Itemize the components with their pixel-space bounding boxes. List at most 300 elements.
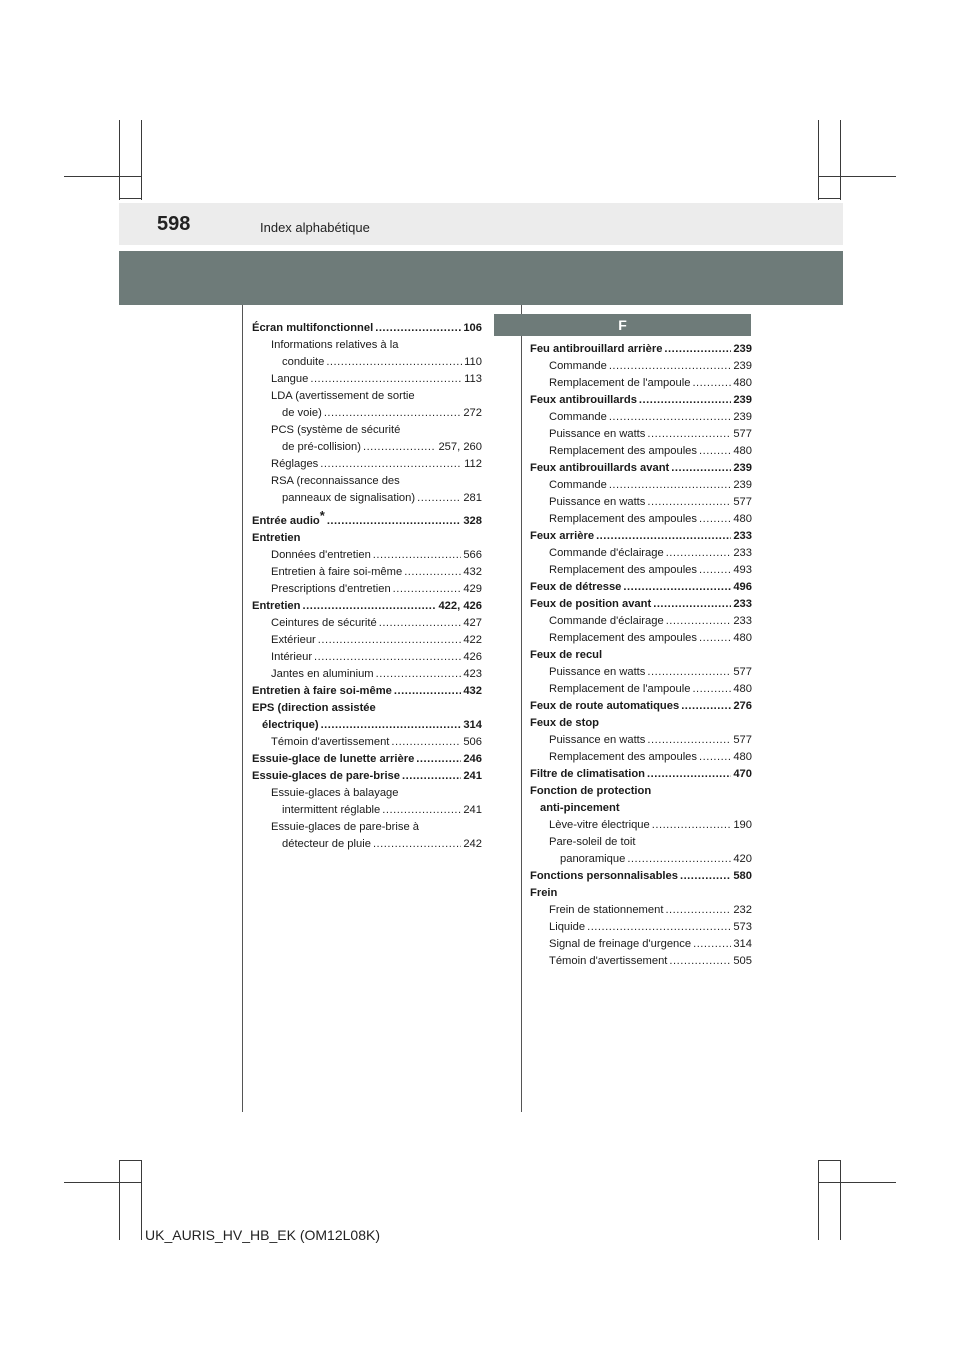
entry-text <box>271 547 371 564</box>
index-subentry <box>252 405 482 422</box>
dot-leader <box>627 851 731 868</box>
index-subentry <box>252 439 482 456</box>
page-reference: 241 <box>463 770 482 782</box>
index-subentry <box>530 851 752 868</box>
entry-text <box>530 766 645 783</box>
entry-text <box>549 375 690 392</box>
index-subheading: RSA (reconnaissance des <box>271 475 400 487</box>
index-entry <box>252 751 482 768</box>
page-reference: 239 <box>733 479 752 491</box>
dot-leader <box>375 320 461 337</box>
page-reference: 420 <box>733 853 752 865</box>
entry-text <box>252 320 373 337</box>
index-entry <box>530 868 752 885</box>
dot-leader <box>318 632 462 649</box>
page-reference: 577 <box>733 496 752 508</box>
entry-label: Feux de position avant <box>530 598 652 610</box>
index-entry <box>252 507 482 530</box>
page-reference: 480 <box>733 751 752 763</box>
page-reference: 480 <box>733 632 752 644</box>
entry-text <box>549 613 664 630</box>
index-subentry <box>252 456 482 473</box>
page-reference: 190 <box>733 819 752 831</box>
entry-label: Remplacement de l'ampoule <box>549 683 691 695</box>
entry-text <box>549 409 607 426</box>
entry-label: panneaux de signalisation) <box>282 492 416 504</box>
entry-label: Témoin d'avertissement <box>549 955 668 967</box>
index-heading: EPS (direction assistée <box>252 702 376 714</box>
index-entry <box>252 768 482 785</box>
dot-leader <box>699 511 731 528</box>
dot-leader <box>587 919 731 936</box>
crop-mark <box>119 120 120 200</box>
index-heading: Feux de recul <box>530 649 603 661</box>
dot-leader <box>647 766 731 783</box>
dot-leader <box>321 717 462 734</box>
dot-leader <box>699 749 731 766</box>
entry-text <box>271 632 316 649</box>
index-subentry <box>252 354 482 371</box>
index-subheading: anti-pincement <box>540 802 620 814</box>
page-reference: 432 <box>463 566 482 578</box>
entry-text <box>530 596 651 613</box>
entry-text <box>530 528 594 545</box>
entry-text <box>282 802 380 819</box>
index-heading: Fonction de protection <box>530 785 652 797</box>
dot-leader <box>391 734 461 751</box>
entry-label: Témoin d'avertissement <box>271 736 390 748</box>
dot-leader <box>609 358 732 375</box>
crop-mark <box>818 120 819 200</box>
page-reference: 480 <box>733 445 752 457</box>
dot-leader <box>699 443 731 460</box>
index-subentry <box>530 511 752 528</box>
dot-leader <box>609 409 732 426</box>
page-reference: 257, 260 <box>438 441 482 453</box>
page-number: 598 <box>157 213 191 235</box>
page-reference: 427 <box>463 617 482 629</box>
index-subentry <box>530 953 752 970</box>
dot-leader <box>647 664 731 681</box>
index-entry <box>530 528 752 545</box>
entry-text <box>271 649 312 666</box>
entry-text <box>530 868 678 885</box>
entry-text <box>549 630 697 647</box>
dot-leader <box>402 768 461 785</box>
index-entry <box>530 392 752 409</box>
page-reference: 281 <box>463 492 482 504</box>
entry-text <box>549 494 645 511</box>
page-reference: 276 <box>733 700 752 712</box>
index-subentry <box>530 630 752 647</box>
entry-label: Extérieur <box>271 634 316 646</box>
entry-text <box>549 681 690 698</box>
index-subentry <box>530 426 752 443</box>
dot-leader <box>404 564 461 581</box>
index-subentry <box>530 443 752 460</box>
index-entry <box>252 683 482 700</box>
entry-text <box>549 902 663 919</box>
entry-label: Remplacement des ampoules <box>549 751 697 763</box>
entry-label: panoramique <box>560 853 626 865</box>
page-reference: 314 <box>733 938 752 950</box>
page-reference: 577 <box>733 666 752 678</box>
index-subentry <box>252 666 482 683</box>
index-subentry <box>530 817 752 834</box>
page-reference: 239 <box>733 462 752 474</box>
entry-label: Intérieur <box>271 651 313 663</box>
entry-label: électrique) <box>262 719 319 731</box>
entry-label: Commande <box>549 479 607 491</box>
dot-leader <box>692 375 731 392</box>
page-reference: 566 <box>463 549 482 561</box>
dot-leader <box>681 698 731 715</box>
entry-label: Ceintures de sécurité <box>271 617 377 629</box>
index-subentry <box>252 371 482 388</box>
index-subentry <box>530 358 752 375</box>
page-reference: 422, 426 <box>438 600 482 612</box>
crop-mark <box>64 176 142 177</box>
entry-text <box>549 732 645 749</box>
entry-text <box>549 511 697 528</box>
entry-label: Signal de freinage d'urgence <box>549 938 692 950</box>
dot-leader <box>324 405 462 422</box>
page-reference: 573 <box>733 921 752 933</box>
dot-leader <box>394 683 461 700</box>
dot-leader <box>652 817 732 834</box>
entry-label: Entretien à faire soi-même <box>271 566 403 578</box>
entry-label: Liquide <box>549 921 586 933</box>
entry-text <box>282 354 324 371</box>
page-reference: 239 <box>733 394 752 406</box>
page-reference: 577 <box>733 734 752 746</box>
entry-label: Puissance en watts <box>549 428 646 440</box>
index-subheading: Pare-soleil de toit <box>549 836 636 848</box>
dot-leader <box>303 598 437 615</box>
entry-label: Commande d'éclairage <box>549 615 664 627</box>
index-entry <box>530 698 752 715</box>
page-reference: 233 <box>733 598 752 610</box>
entry-label: Langue <box>271 373 309 385</box>
dot-leader <box>327 513 462 530</box>
entry-text <box>560 851 625 868</box>
index-subentry <box>252 836 482 853</box>
page-reference: 241 <box>463 804 482 816</box>
entry-text <box>282 439 361 456</box>
crop-mark <box>141 120 142 200</box>
entry-label: Prescriptions d'entretien <box>271 583 391 595</box>
dot-leader <box>671 460 731 477</box>
entry-label: Feux arrière <box>530 530 595 542</box>
index-subentry <box>530 664 752 681</box>
index-column-left <box>252 320 482 853</box>
page-reference: 246 <box>463 753 482 765</box>
dot-leader <box>693 936 731 953</box>
entry-label: Filtre de climatisation <box>530 768 646 780</box>
entry-text <box>549 545 664 562</box>
dot-leader <box>320 456 462 473</box>
index-subentry <box>530 936 752 953</box>
entry-text <box>549 817 650 834</box>
dot-leader <box>699 562 731 579</box>
document-code: UK_AURIS_HV_HB_EK (OM12L08K) <box>145 1227 380 1243</box>
index-subheading: PCS (système de sécurité <box>271 424 401 436</box>
page-reference: 480 <box>733 683 752 695</box>
dot-leader <box>373 836 461 853</box>
entry-label: Feux de détresse <box>530 581 622 593</box>
index-entry <box>530 460 752 477</box>
page-reference: 272 <box>463 407 482 419</box>
page-reference: 580 <box>733 870 752 882</box>
index-subheading: LDA (avertissement de sortie <box>271 390 415 402</box>
entry-label: Remplacement des ampoules <box>549 564 697 576</box>
index-heading: Frein <box>530 887 558 899</box>
entry-text <box>549 953 667 970</box>
index-subentry <box>252 581 482 598</box>
dot-leader <box>647 732 731 749</box>
crop-mark <box>818 198 840 199</box>
page-reference: 233 <box>733 615 752 627</box>
page-reference: 422 <box>463 634 482 646</box>
dot-leader <box>363 439 436 456</box>
entry-label: Entretien à faire soi-même <box>252 685 392 697</box>
page-reference: 506 <box>463 736 482 748</box>
crop-mark <box>141 1160 142 1240</box>
dot-leader <box>666 613 732 630</box>
index-entry <box>530 766 752 783</box>
crop-mark <box>818 176 896 177</box>
index-subentry <box>252 649 482 666</box>
index-subentry <box>530 919 752 936</box>
entry-text <box>271 581 391 598</box>
entry-label: Réglages <box>271 458 319 470</box>
page-reference: 577 <box>733 428 752 440</box>
entry-label: Entretien <box>252 600 301 612</box>
index-subentry <box>252 734 482 751</box>
entry-text <box>262 717 319 734</box>
page-reference: 113 <box>464 373 482 385</box>
entry-text <box>549 477 607 494</box>
entry-label: Remplacement des ampoules <box>549 445 697 457</box>
entry-label: Fonctions personnalisables <box>530 870 678 882</box>
entry-text <box>282 405 322 422</box>
entry-label: Écran multifonctionnel <box>252 322 374 334</box>
dot-leader <box>647 494 731 511</box>
page-reference: 470 <box>733 768 752 780</box>
dot-leader <box>653 596 731 613</box>
entry-text <box>271 564 402 581</box>
dot-leader <box>609 477 732 494</box>
page-reference: 496 <box>733 581 752 593</box>
page-reference: 110 <box>464 356 482 368</box>
dot-leader <box>416 751 461 768</box>
entry-text <box>530 392 637 409</box>
page-reference: 239 <box>733 411 752 423</box>
entry-text <box>271 456 318 473</box>
dot-leader <box>326 354 462 371</box>
section-letter-tab: F <box>494 314 751 336</box>
entry-label: Jantes en aluminium <box>271 668 374 680</box>
entry-text <box>549 426 645 443</box>
entry-text <box>252 768 400 785</box>
dot-leader <box>376 666 462 683</box>
index-subentry <box>252 615 482 632</box>
dot-leader <box>680 868 731 885</box>
crop-mark <box>840 1160 841 1240</box>
entry-text <box>549 936 691 953</box>
index-subentry <box>530 409 752 426</box>
index-subentry <box>530 749 752 766</box>
page-reference: 112 <box>464 458 482 470</box>
crop-mark <box>818 1182 896 1183</box>
dot-leader <box>596 528 731 545</box>
page-reference: 239 <box>733 343 752 355</box>
entry-label: Remplacement des ampoules <box>549 513 697 525</box>
entry-label: Remplacement des ampoules <box>549 632 697 644</box>
entry-text <box>530 341 662 358</box>
crop-mark <box>119 1160 120 1240</box>
page-reference: 432 <box>463 685 482 697</box>
page-reference: 106 <box>463 322 482 334</box>
entry-label: Puissance en watts <box>549 496 646 508</box>
entry-label: Commande d'éclairage <box>549 547 664 559</box>
dot-leader <box>664 341 731 358</box>
entry-label: de pré-collision) <box>282 441 361 453</box>
page-reference: 239 <box>733 360 752 372</box>
index-subheading: Essuie-glaces à balayage <box>271 787 399 799</box>
entry-label: Lève-vitre électrique <box>549 819 650 831</box>
entry-text <box>271 615 377 632</box>
index-subentry <box>530 477 752 494</box>
section-band <box>119 251 843 305</box>
page-reference: 242 <box>463 838 482 850</box>
entry-label: Feu antibrouillard arrière <box>530 343 663 355</box>
entry-text <box>549 664 645 681</box>
index-subentry <box>530 545 752 562</box>
entry-text <box>282 836 371 853</box>
index-entry <box>530 341 752 358</box>
crop-mark <box>818 1160 819 1240</box>
page-reference: 493 <box>733 564 752 576</box>
entry-label: Frein de stationnement <box>549 904 664 916</box>
page-title: Index alphabétique <box>260 220 370 235</box>
entry-text <box>549 919 585 936</box>
entry-text <box>271 734 389 751</box>
index-subentry <box>252 547 482 564</box>
page-reference: 429 <box>463 583 482 595</box>
entry-label: Puissance en watts <box>549 666 646 678</box>
entry-label: Feux antibrouillards avant <box>530 462 670 474</box>
crop-mark <box>64 1182 142 1183</box>
page-reference: 480 <box>733 513 752 525</box>
index-subentry <box>530 732 752 749</box>
entry-text <box>530 698 679 715</box>
entry-label: de voie) <box>282 407 322 419</box>
dot-leader <box>393 581 462 598</box>
crop-mark <box>119 1160 141 1161</box>
dot-leader <box>314 649 461 666</box>
dot-leader <box>669 953 731 970</box>
dot-leader <box>310 371 462 388</box>
footnote-marker: * <box>319 508 325 523</box>
index-subentry <box>530 375 752 392</box>
index-subentry <box>252 717 482 734</box>
entry-label: Feux antibrouillards <box>530 394 637 406</box>
entry-label: Essuie-glaces de pare-brise <box>252 770 400 782</box>
entry-label: Remplacement de l'ampoule <box>549 377 691 389</box>
page-reference: 505 <box>733 955 752 967</box>
entry-text <box>252 598 301 615</box>
entry-label: Feux de route automatiques <box>530 700 680 712</box>
index-subentry <box>530 562 752 579</box>
index-subentry <box>252 490 482 507</box>
index-entry <box>530 596 752 613</box>
index-heading: Entretien <box>252 532 301 544</box>
entry-label: détecteur de pluie <box>282 838 371 850</box>
page-reference: 426 <box>463 651 482 663</box>
header-band <box>119 203 843 245</box>
entry-label: Essuie-glace de lunette arrière <box>252 753 415 765</box>
dot-leader <box>639 392 731 409</box>
entry-text <box>271 371 308 388</box>
index-subheading: Essuie-glaces de pare-brise à <box>271 821 419 833</box>
entry-text <box>271 666 374 683</box>
index-subentry <box>530 494 752 511</box>
page-reference: 314 <box>463 719 482 731</box>
crop-mark <box>119 198 141 199</box>
page-reference: 480 <box>733 377 752 389</box>
page-reference: 328 <box>463 515 482 527</box>
entry-text <box>252 683 392 700</box>
entry-text <box>549 749 697 766</box>
entry-label: Puissance en watts <box>549 734 646 746</box>
dot-leader <box>692 681 731 698</box>
dot-leader <box>623 579 731 596</box>
entry-text <box>282 490 415 507</box>
index-subentry <box>530 681 752 698</box>
dot-leader <box>647 426 731 443</box>
entry-text <box>549 562 697 579</box>
index-column-right <box>530 341 752 970</box>
page-reference: 233 <box>733 547 752 559</box>
entry-text <box>252 751 414 768</box>
entry-text <box>549 443 697 460</box>
crop-mark <box>840 120 841 200</box>
entry-label: Commande <box>549 411 607 423</box>
column-rule <box>521 305 522 1112</box>
entry-text <box>549 358 607 375</box>
index-subentry <box>530 902 752 919</box>
entry-label: intermittent réglable <box>282 804 381 816</box>
dot-leader <box>666 545 732 562</box>
dot-leader <box>379 615 462 632</box>
index-subentry <box>252 802 482 819</box>
page-reference: 233 <box>733 530 752 542</box>
index-entry <box>252 598 482 615</box>
index-subheading: Informations relatives à la <box>271 339 399 351</box>
dot-leader <box>699 630 731 647</box>
dot-leader <box>417 490 461 507</box>
index-subentry <box>252 564 482 581</box>
index-subentry <box>252 632 482 649</box>
entry-label: conduite <box>282 356 325 368</box>
crop-mark <box>818 1160 840 1161</box>
entry-text <box>530 460 669 477</box>
page-reference: 423 <box>463 668 482 680</box>
index-subentry <box>530 613 752 630</box>
index-heading: Feux de stop <box>530 717 599 729</box>
entry-label: Entrée audio <box>252 515 320 527</box>
